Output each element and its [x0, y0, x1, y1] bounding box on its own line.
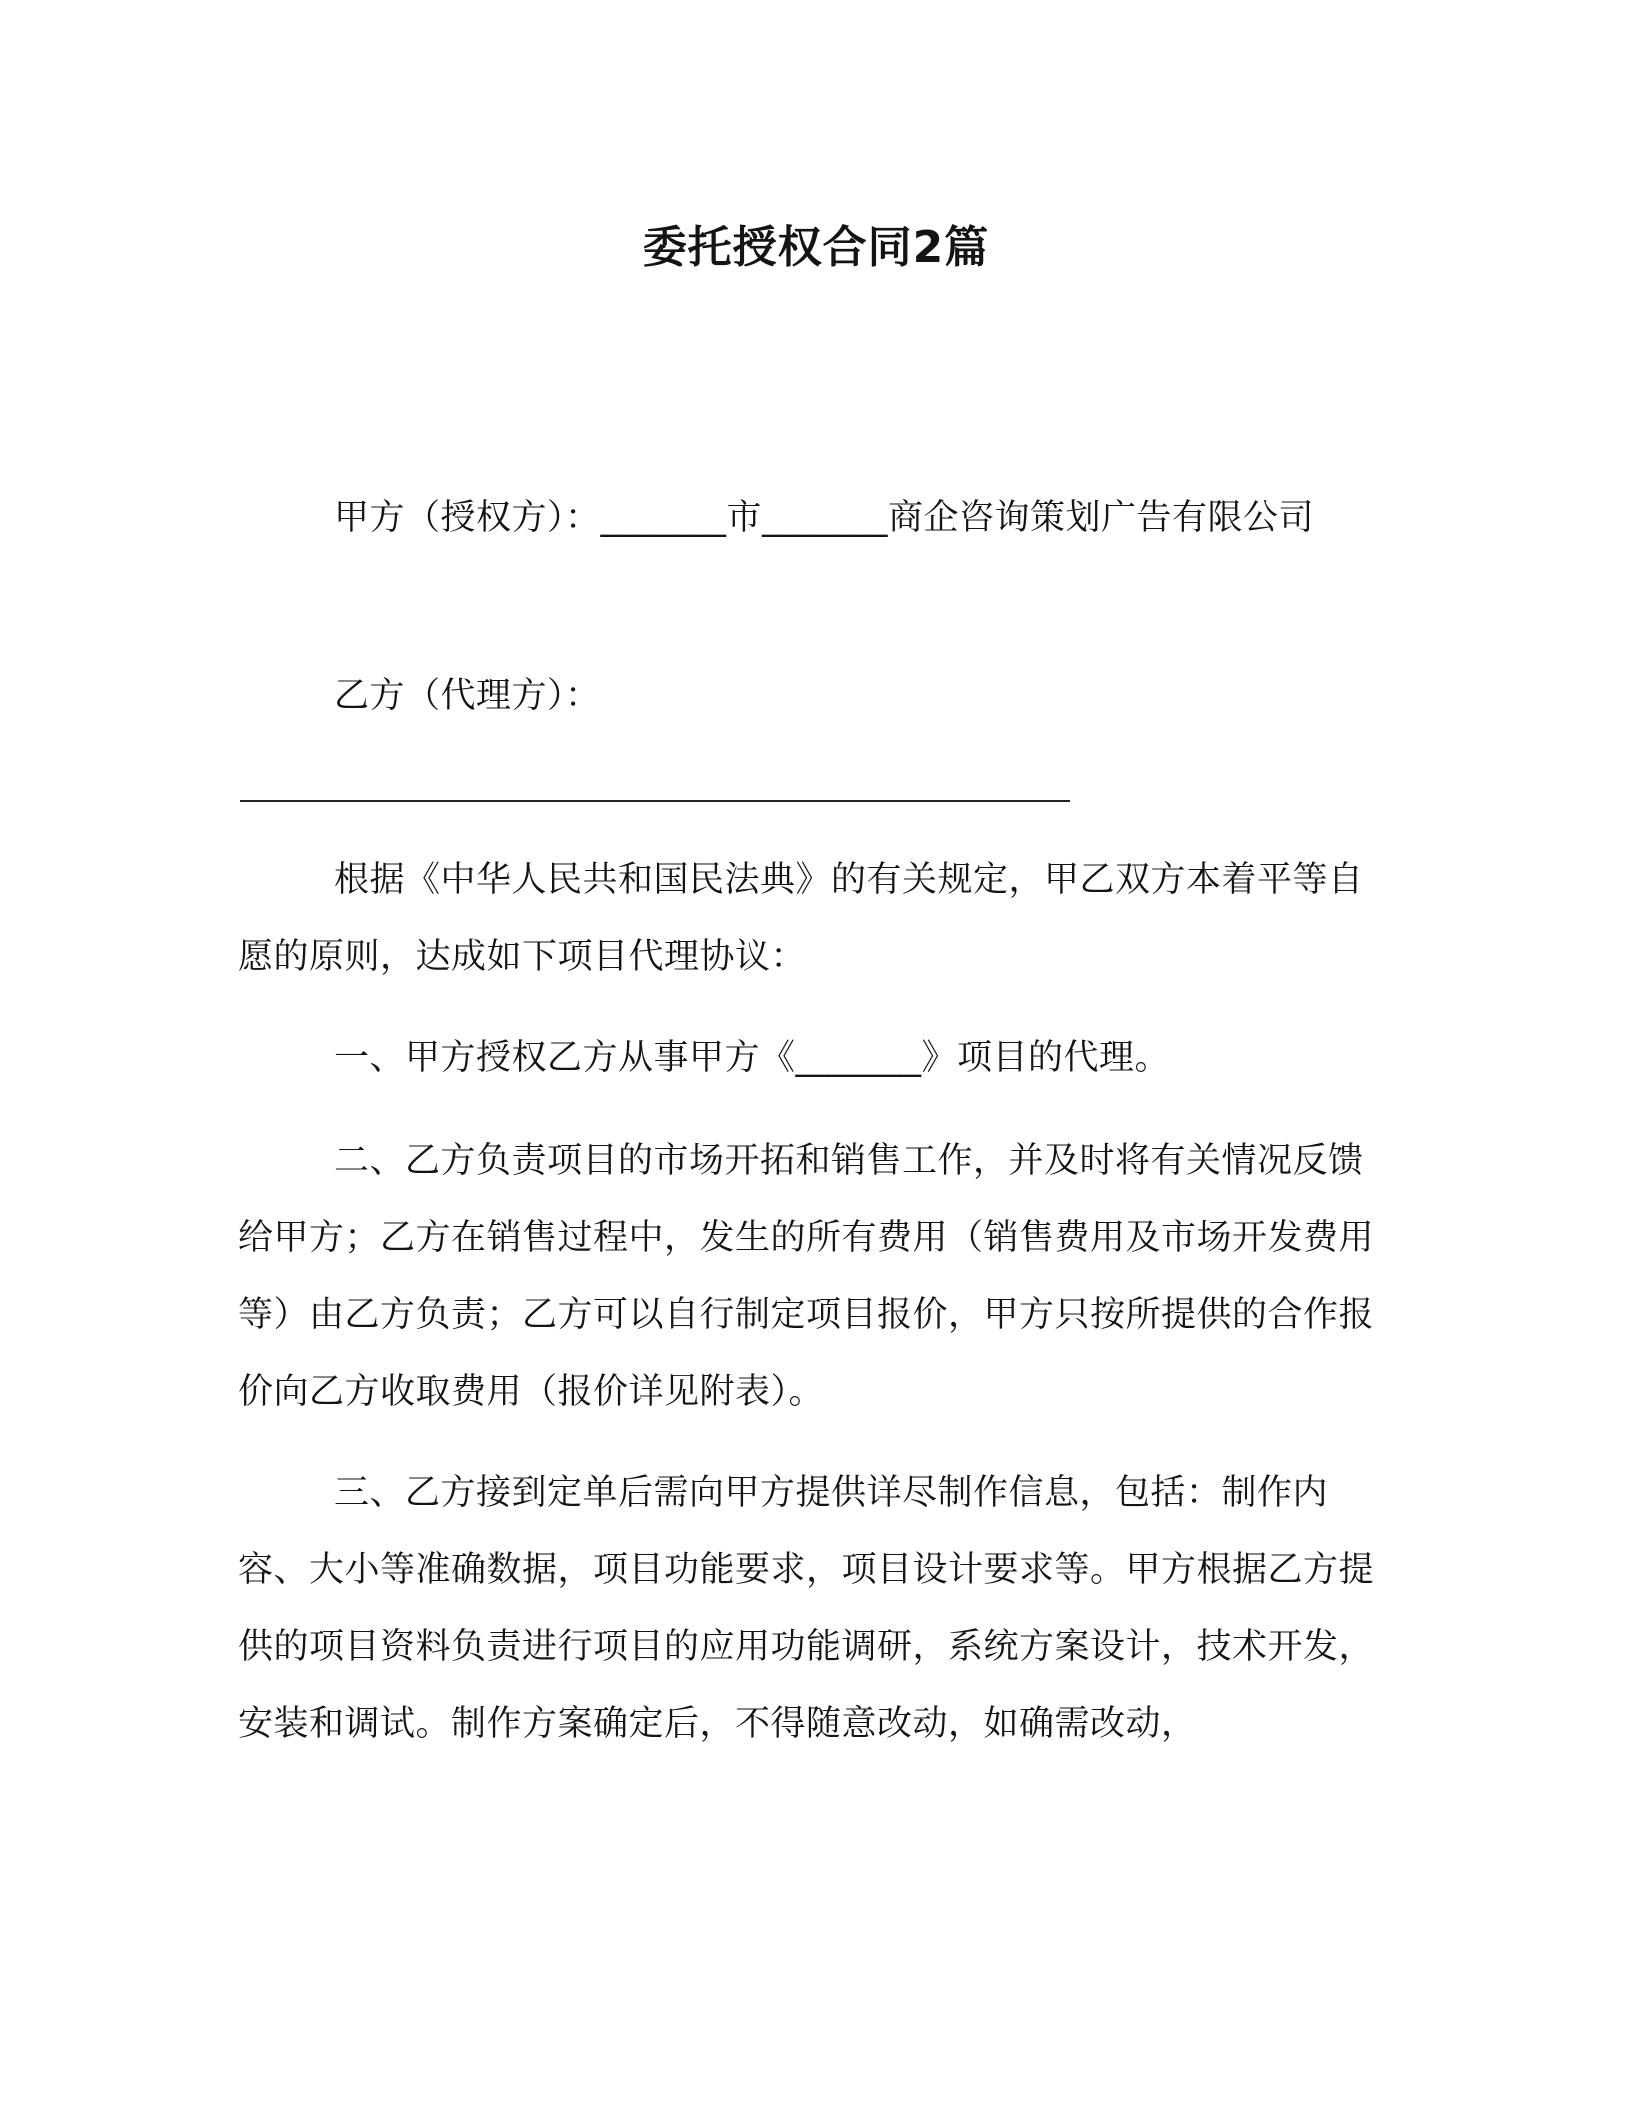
- clause-3: 三、乙方接到定单后需向甲方提供详尽制作信息，包括：制作内容、大小等准确数据，项目功能要求，项目设计要求等。甲方根据乙方提供的项目资料负责进行项目的应用功能调研，系统方案设计，技术开发，安装和调试。制作方案确定后，不得随意改动，如确需改动，: [238, 1473, 1375, 1744]
- party-b-fill-line: [240, 800, 1070, 802]
- clause-2: 二、乙方负责项目的市场开拓和销售工作，并及时将有关情况反馈给甲方；乙方在销售过程中，发生的所有费用（销售费用及市场开发费用等）由乙方负责；乙方可以自行制定项目报价，甲方只按所提供的合作报价向乙方收取费用（报价详见附表）。: [238, 1141, 1375, 1412]
- intro-paragraph: 根据《中华人民共和国民法典》的有关规定，甲乙双方本着平等自愿的原则，达成如下项目代理协议：: [238, 860, 1364, 977]
- document-title: 委托授权合同2篇: [642, 222, 990, 273]
- party-a-line: 甲方（授权方）：_______市_______商企咨询策划广告有限公司: [334, 498, 1315, 538]
- party-b-line: 乙方（代理方）：: [334, 676, 601, 716]
- clause-1: 一、甲方授权乙方从事甲方《_______》项目的代理。: [334, 1038, 1171, 1078]
